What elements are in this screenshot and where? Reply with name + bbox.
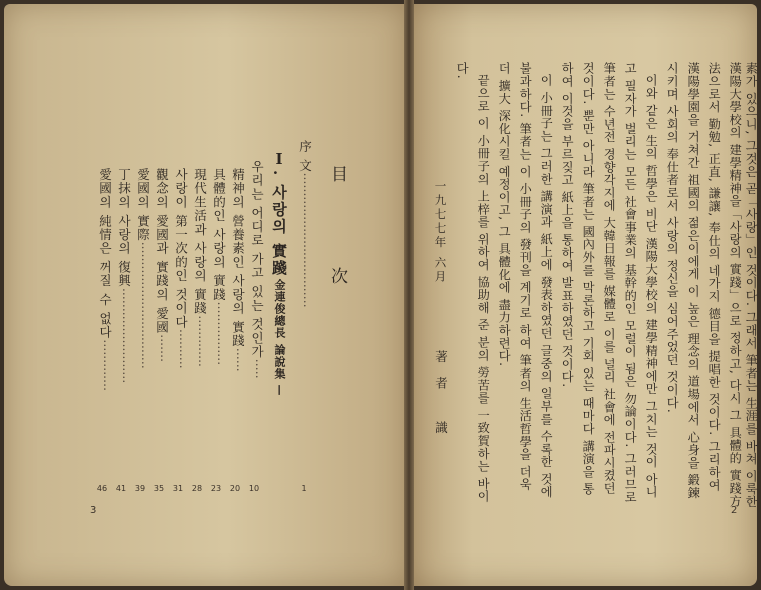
toc-entry: 愛國의 純情은 꺼질 수 없다············· xyxy=(97,168,113,392)
toc-entry-page: 23 xyxy=(210,484,222,493)
toc-entry-page: 31 xyxy=(172,484,184,493)
preface-column: 다. xyxy=(455,62,470,80)
toc-entry-title: 現代生活과 사랑의 實踐 xyxy=(192,168,208,316)
toc-entry-page: 46 xyxy=(96,484,108,493)
preface-column: 素가 있으니, 그것은 곧「사랑」인 것이다. 그래서 筆者는 生涯를 바쳐 이룩한 xyxy=(744,62,759,509)
preface-column: 法으로서 勤勉, 正直, 謙讓, 奉仕의 네가지 德目을 提唱한 것이다. 그리하여 xyxy=(707,62,722,492)
toc-entry-title: 具體的인 사랑의 實踐 xyxy=(211,168,227,302)
preface-column: 筆者는 수년전 경향각지에 大韓日報를 媒體로 이를 널리 社會에 전파시켰던 xyxy=(602,62,617,495)
toc-preface-entry: 序 文·································· xyxy=(297,140,313,308)
preface-column: 이와 같은 生의 哲學은 비단 漢陽大學校의 建學精神에만 그치는 것이 아니 xyxy=(644,74,659,499)
toc-page-number: 3 xyxy=(90,505,97,516)
toc-preface-page: 1 xyxy=(301,484,307,493)
preface-column: 漢陽學園을 거쳐간 祖國의 젊은이에게 이 높은 理念의 道場에서 心身을 鍛鍊 xyxy=(686,62,701,500)
preface-column: 시키며 사회의 奉仕者로서 사랑의 정신을 심어주었던 것이다. xyxy=(665,62,680,414)
preface-column: 끝으로 이 小冊子의 上梓를 위하여 協助해 준 분의 勞苦를 一致賀하는 바이 xyxy=(476,74,491,503)
preface-author: 著者 識 xyxy=(433,350,449,448)
toc-entry: 우리는 어디로 가고 있는 것인가····· xyxy=(249,160,265,379)
book-gutter xyxy=(404,0,414,590)
toc-entry: 現代生活과 사랑의 實踐············· xyxy=(192,168,208,368)
toc-preface-title: 序 文 xyxy=(297,140,313,173)
toc-entry: 具體的인 사랑의 實踐················ xyxy=(211,168,227,366)
toc-entry-title: 精神의 營養素인 사랑의 實踐 xyxy=(230,168,246,348)
toc-entry: 丁抹의 사랑의 復興························ xyxy=(116,168,132,384)
toc-chapter-title: Ⅰ. 사랑의 實踐 xyxy=(270,150,288,277)
toc-entry-page: 41 xyxy=(115,484,127,493)
preface-column: 漢陽大學校의 建學精神을「사랑의 實踐」으로 정하고, 다시 그 具體的 實踐方 xyxy=(728,62,743,508)
preface-column: 고 필자가 벌리는 모든 社會事業의 基幹的인 모럴이 됨은 勿論이다. 그러므로 xyxy=(623,62,638,504)
toc-entry-title: 丁抹의 사랑의 復興 xyxy=(116,168,132,288)
preface-column: 것이다. 뿐만 아니라 筆者는 國內外를 막론하고 기회 있는 때마다 講演을 통 xyxy=(581,62,596,496)
toc-entry-title: 觀念의 愛國과 實踐의 愛國 xyxy=(154,168,170,335)
toc-entry: 사랑이 第一次的인 것이다·········· xyxy=(173,168,189,369)
preface-date: 一九七七年 六月 xyxy=(433,180,448,285)
toc-entry-page: 20 xyxy=(229,484,241,493)
toc-entry-title: 사랑이 第一次的인 것이다 xyxy=(173,168,189,330)
preface-column: 불과하다. 筆者는 이 小冊子의 發刊을 계기로 하여 筆者의 生活哲學을 더욱 xyxy=(518,62,533,491)
toc-title-char-1: 目 xyxy=(331,165,348,185)
preface-column: 이 小冊子는 그러한 講演과 紙上에 發表하였던 글중의 일부를 수록한 것에 xyxy=(539,74,554,499)
toc-title-char-2: 次 xyxy=(331,267,348,287)
toc-entry-page: 35 xyxy=(153,484,165,493)
preface-column: 더 擴大 深化시킬 예정이고, 그 具體化에 盡力하련다. xyxy=(497,62,512,367)
preface-page-number: 2 xyxy=(731,505,738,516)
toc-entry-title: 愛國의 純情은 꺼질 수 없다 xyxy=(97,168,113,340)
toc-entry: 觀念의 愛國과 實踐의 愛國······· xyxy=(154,168,170,363)
toc-entry-page: 39 xyxy=(134,484,146,493)
toc-entry-page: 28 xyxy=(191,484,203,493)
toc-chapter-subtitle: — 金連俊總長 論說集 — xyxy=(273,262,286,397)
toc-entry-page: 10 xyxy=(248,484,260,493)
toc-entry-title: 愛國의 實際 xyxy=(135,168,151,242)
preface-column: 하여 이것을 부르짖고 紙上을 통하여 발표하였던 것이다. xyxy=(560,62,575,388)
toc-entry: 精神의 營養素인 사랑의 實踐······ xyxy=(230,168,246,372)
toc-entry-title: 우리는 어디로 가고 있는 것인가 xyxy=(249,160,265,359)
toc-entry: 愛國의 實際································ xyxy=(135,168,151,369)
